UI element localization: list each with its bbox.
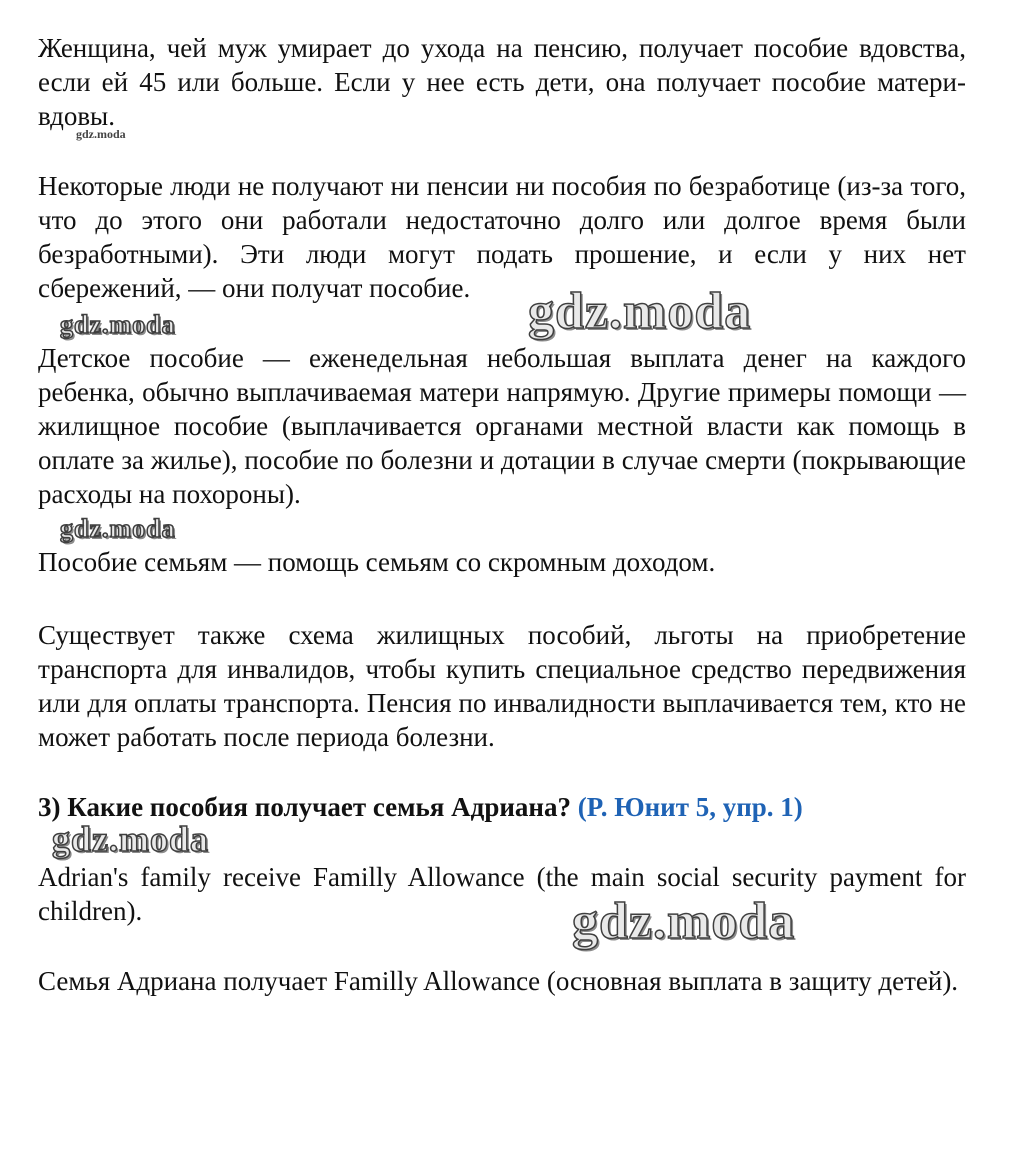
paragraph-housing-disability: Существует также схема жилищных пособий, льготы на приобретение транспорта для инвалидов, чтобы купить специальное средство передвижения или для оплаты транспорта. Пенсия по инвалидности выплачивается тем, кто не может работать после периода болезни. bbox=[38, 620, 966, 752]
watermark: gdz.moda bbox=[76, 127, 126, 141]
answer-russian: Семья Адриана получает Familly Allowance (основная выплата в защиту детей). bbox=[38, 966, 959, 996]
question-reference: (P. Юнит 5, упр. 1) bbox=[577, 792, 803, 822]
watermark: gdz.moda bbox=[52, 819, 210, 859]
watermark: gdz.moda bbox=[60, 310, 176, 339]
paragraph-unemployment-benefit: Некоторые люди не получают ни пенсии ни пособия по безработице (из-за того, что до этого они работали недостаточно долго или долгое время были безработными). Эти люди могут подать прошение, и если у них нет сбережений, — они получат пособие. bbox=[38, 171, 966, 303]
watermark: gdz.moda bbox=[60, 514, 176, 543]
paragraph-widow-benefit: Женщина, чей муж умирает до ухода на пенсию, получает пособие вдовства, если ей 45 или больше. Если у нее есть дети, она получает пособие матери-вдовы. bbox=[38, 33, 966, 131]
watermark: gdz.moda bbox=[528, 283, 752, 340]
watermark: gdz.moda bbox=[572, 893, 796, 950]
paragraph-family-benefit: Пособие семьям — помощь семьям со скромным доходом. bbox=[38, 547, 716, 577]
answer-english: Adrian's family receive Familly Allowance (the main social security payment for children). bbox=[38, 862, 966, 926]
paragraph-child-benefit: Детское пособие — еженедельная небольшая выплата денег на каждого ребенка, обычно выплачиваемая матери напрямую. Другие примеры помощи — жилищное пособие (выплачивается органами местной власти как помощь в оплате за жилье), пособие по болезни и дотации в случае смерти (покрывающие расходы на похороны). bbox=[38, 343, 966, 509]
question-text: 3) Какие пособия получает семья Адриана? bbox=[38, 792, 571, 822]
